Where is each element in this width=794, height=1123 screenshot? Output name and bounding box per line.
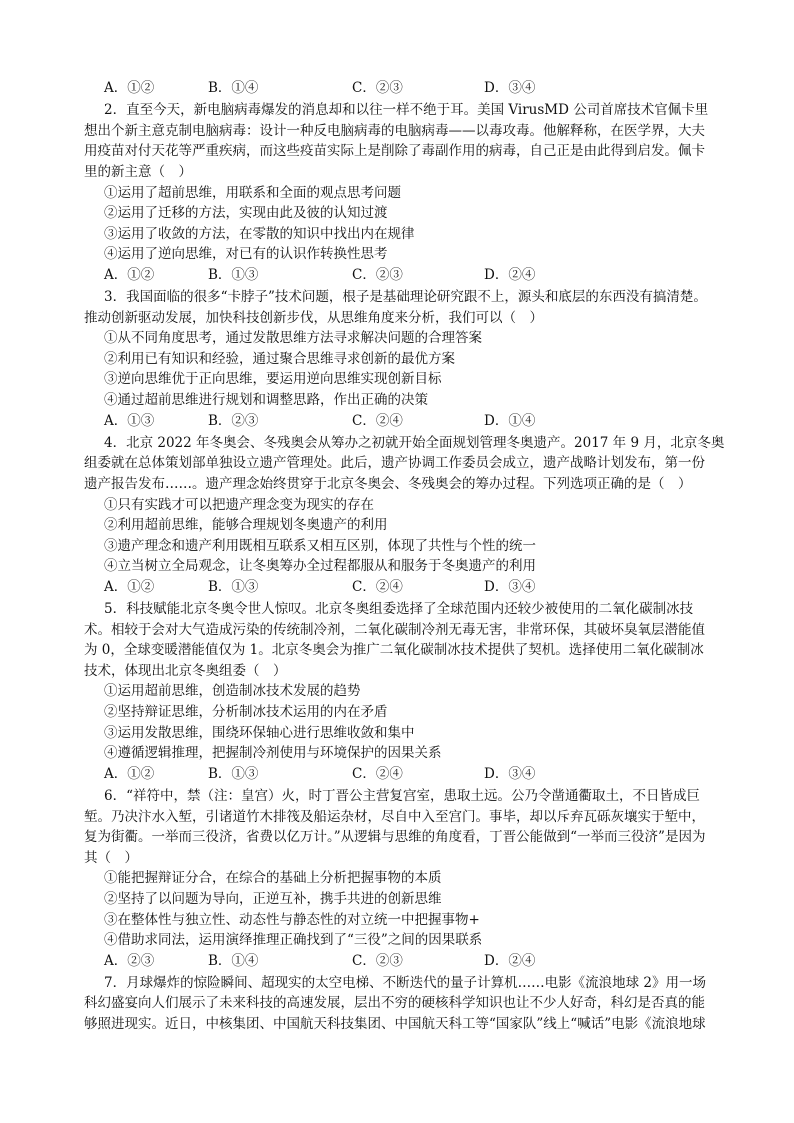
answer-choice[interactable]: C．②④ — [352, 412, 403, 429]
question-stem-line: 用疫苗对付天花等严重疾病，而这些疫苗实际上是削除了毒副作用的病毒，自己正是由此得到启发。佩卡 — [84, 143, 705, 160]
question-option: ①能把握辩证分合，在综合的基础上分析把握事物的本质 — [104, 870, 442, 887]
question-stem-line: 技术，体现出北京冬奥组委（ ） — [84, 662, 287, 679]
answer-choice[interactable]: B．②③ — [208, 412, 259, 429]
question-stem-line: 够照进现实。近日，中核集团、中国航天科技集团、中国航天科工等“国家队”线上“喊话”电影《流浪地球 — [84, 1016, 706, 1032]
question-option: ②坚持辩证思维，分析制冰技术运用的内在矛盾 — [104, 704, 388, 720]
answer-choice[interactable]: D．①④ — [484, 412, 536, 429]
question-stem-first-line: 3．我国面临的很多“卡脖子”技术问题，根子是基础理论研究跟不上，源头和底层的东西没有搞清楚。 — [104, 289, 707, 305]
answer-choice[interactable]: D．③④ — [484, 765, 536, 782]
question-stem-line: 里的新主意（ ） — [84, 163, 192, 180]
question-stem-first-line: 7．月球爆炸的惊险瞬间、超现实的太空电梯、不断迭代的量子计算机……电影《流浪地球 2》用一场 — [104, 974, 706, 991]
question-option: ④借助求同法，运用演绎推理正确找到了“三役”之间的因果联系 — [104, 932, 483, 949]
question-option: ②坚持了以问题为导向，正逆互补，携手共进的创新思维 — [104, 890, 442, 907]
answer-choice[interactable]: C．②④ — [352, 765, 403, 782]
answer-choice[interactable]: C．②③ — [352, 952, 403, 969]
question-stem-line: 遗产报告发布……。遗产理念始终贯穿于北京冬奥会、冬残奥会的筹办过程。下列选项正确的是（ ） — [84, 475, 692, 492]
question-stem-line: 堑。乃决汴水入堑，引诸道竹木排筏及船运杂材，尽自中入至宫门。事毕，却以斥弃瓦砾灰壤实于堑中， — [84, 808, 705, 825]
question-stem-line: 推动创新驱动发展，加快科技创新步伐，从思维角度来分析，我们可以（ ） — [84, 309, 543, 326]
question-stem-line: 想出个新主意克制电脑病毒：设计一种反电脑病毒的电脑病毒——以毒攻毒。他解释称，在医学界，大夫 — [84, 122, 705, 139]
answer-choice[interactable]: B．①③ — [208, 266, 259, 283]
answer-choice[interactable]: A．①② — [104, 80, 155, 96]
question-stem-line: 组委就在总体策划部单独设立遗产管理处。此后，遗产协调工作委员会成立，遗产战略计划发布，第一份 — [84, 455, 705, 472]
question-option: ①只有实践才可以把遗产理念变为现实的存在 — [104, 496, 374, 513]
answer-choice[interactable]: B．①④ — [208, 80, 259, 96]
answer-choice[interactable]: D．③④ — [484, 578, 536, 595]
question-option: ③运用发散思维，围绕环保轴心进行思维收敛和集中 — [104, 724, 415, 741]
answer-choice[interactable]: B．①③ — [208, 578, 259, 595]
question-stem-first-line: 2．直至今天，新电脑病毒爆发的消息却和以往一样不绝于耳。美国 VirusMD 公司首席技术官佩卡里 — [104, 102, 709, 119]
answer-choice[interactable]: D．③④ — [484, 80, 536, 96]
question-option: ②运用了迁移的方法，实现由此及彼的认知过渡 — [104, 205, 388, 222]
answer-choice[interactable]: A．①② — [104, 765, 155, 782]
question-stem-line: 术。相较于会对大气造成污染的传统制冷剂，二氧化碳制冷剂无毒无害，非常环保，其破坏臭氧层潜能值 — [84, 621, 705, 638]
question-option: ④立当树立全局观念，让冬奥筹办全过程都服从和服务于冬奥遗产的利用 — [104, 558, 536, 575]
question-stem-first-line: 5．科技赋能北京冬奥令世人惊叹。北京冬奥组委选择了全球范围内还较少被使用的二氧化碳制冰技 — [104, 601, 694, 617]
question-option: ②利用已有知识和经验，通过聚合思维寻求创新的最优方案 — [104, 350, 455, 367]
question-option: ③逆向思维优于正向思维，要运用逆向思维实现创新目标 — [104, 371, 442, 388]
question-option: ①运用了超前思维，用联系和全面的观点思考问题 — [104, 184, 401, 201]
question-option: ③遗产理念和遗产利用既相互联系又相互区别，体现了共性与个性的统一 — [104, 537, 536, 554]
question-stem-line: 其（ ） — [84, 849, 138, 866]
question-stem-line: 为 0，全球变暖潜能值仅为 1。北京冬奥会为推广二氧化碳制冰技术提供了契机。选择使用二氧化碳制冰 — [84, 642, 704, 659]
answer-choice[interactable]: D．②④ — [484, 952, 536, 969]
answer-choice[interactable]: C．②③ — [352, 266, 403, 283]
question-stem-line: 复为街衢。一举而三役济，省费以亿万计。”从逻辑与思维的角度看，丁晋公能做到“一举而三役济”是因为 — [84, 829, 706, 846]
question-option: ①从不同角度思考，通过发散思维方法寻求解决问题的合理答案 — [104, 330, 482, 347]
question-option: ①运用超前思维，创造制冰技术发展的趋势 — [104, 683, 361, 700]
question-option: ④运用了逆向思维，对已有的认识作转换性思考 — [104, 246, 388, 263]
question-option: ③运用了收敛的方法，在零散的知识中找出内在规律 — [104, 225, 415, 242]
answer-choice[interactable]: A．①③ — [104, 412, 155, 429]
question-stem-first-line: 6．“祥符中，禁（注：皇宫）火，时丁晋公主营复宫室，患取土远。公乃令凿通衢取土，不日皆成巨 — [104, 787, 700, 804]
question-option: ④遵循逻辑推理，把握制冷剂使用与环境保护的因果关系 — [104, 745, 442, 762]
question-option: ④通过超前思维进行规划和调整思路，作出正确的决策 — [104, 392, 428, 408]
answer-choice[interactable]: D．②④ — [484, 266, 536, 283]
question-stem-line: 科幻盛宴向人们展示了未来科技的高速发展，层出不穷的硬核科学知识也让不少人好奇，科幻是否真的能 — [84, 995, 705, 1012]
answer-choice[interactable]: C．②④ — [352, 578, 403, 595]
answer-choice[interactable]: A．②③ — [104, 952, 155, 969]
question-stem-first-line: 4．北京 2022 年冬奥会、冬残奥会从筹办之初就开始全面规划管理冬奥遗产。2017 年 9 月，北京冬奥 — [104, 434, 725, 451]
answer-choice[interactable]: B．①④ — [208, 952, 259, 969]
answer-choice[interactable]: C．②③ — [352, 80, 403, 96]
answer-choice[interactable]: A．①② — [104, 578, 155, 595]
question-option: ③在整体性与独立性、动态性与静态性的对立统一中把握事物+ — [104, 911, 480, 928]
question-option: ②利用超前思维，能够合理规划冬奥遗产的利用 — [104, 517, 388, 534]
answer-choice[interactable]: B．①③ — [208, 765, 259, 782]
answer-choice[interactable]: A．①② — [104, 266, 155, 283]
